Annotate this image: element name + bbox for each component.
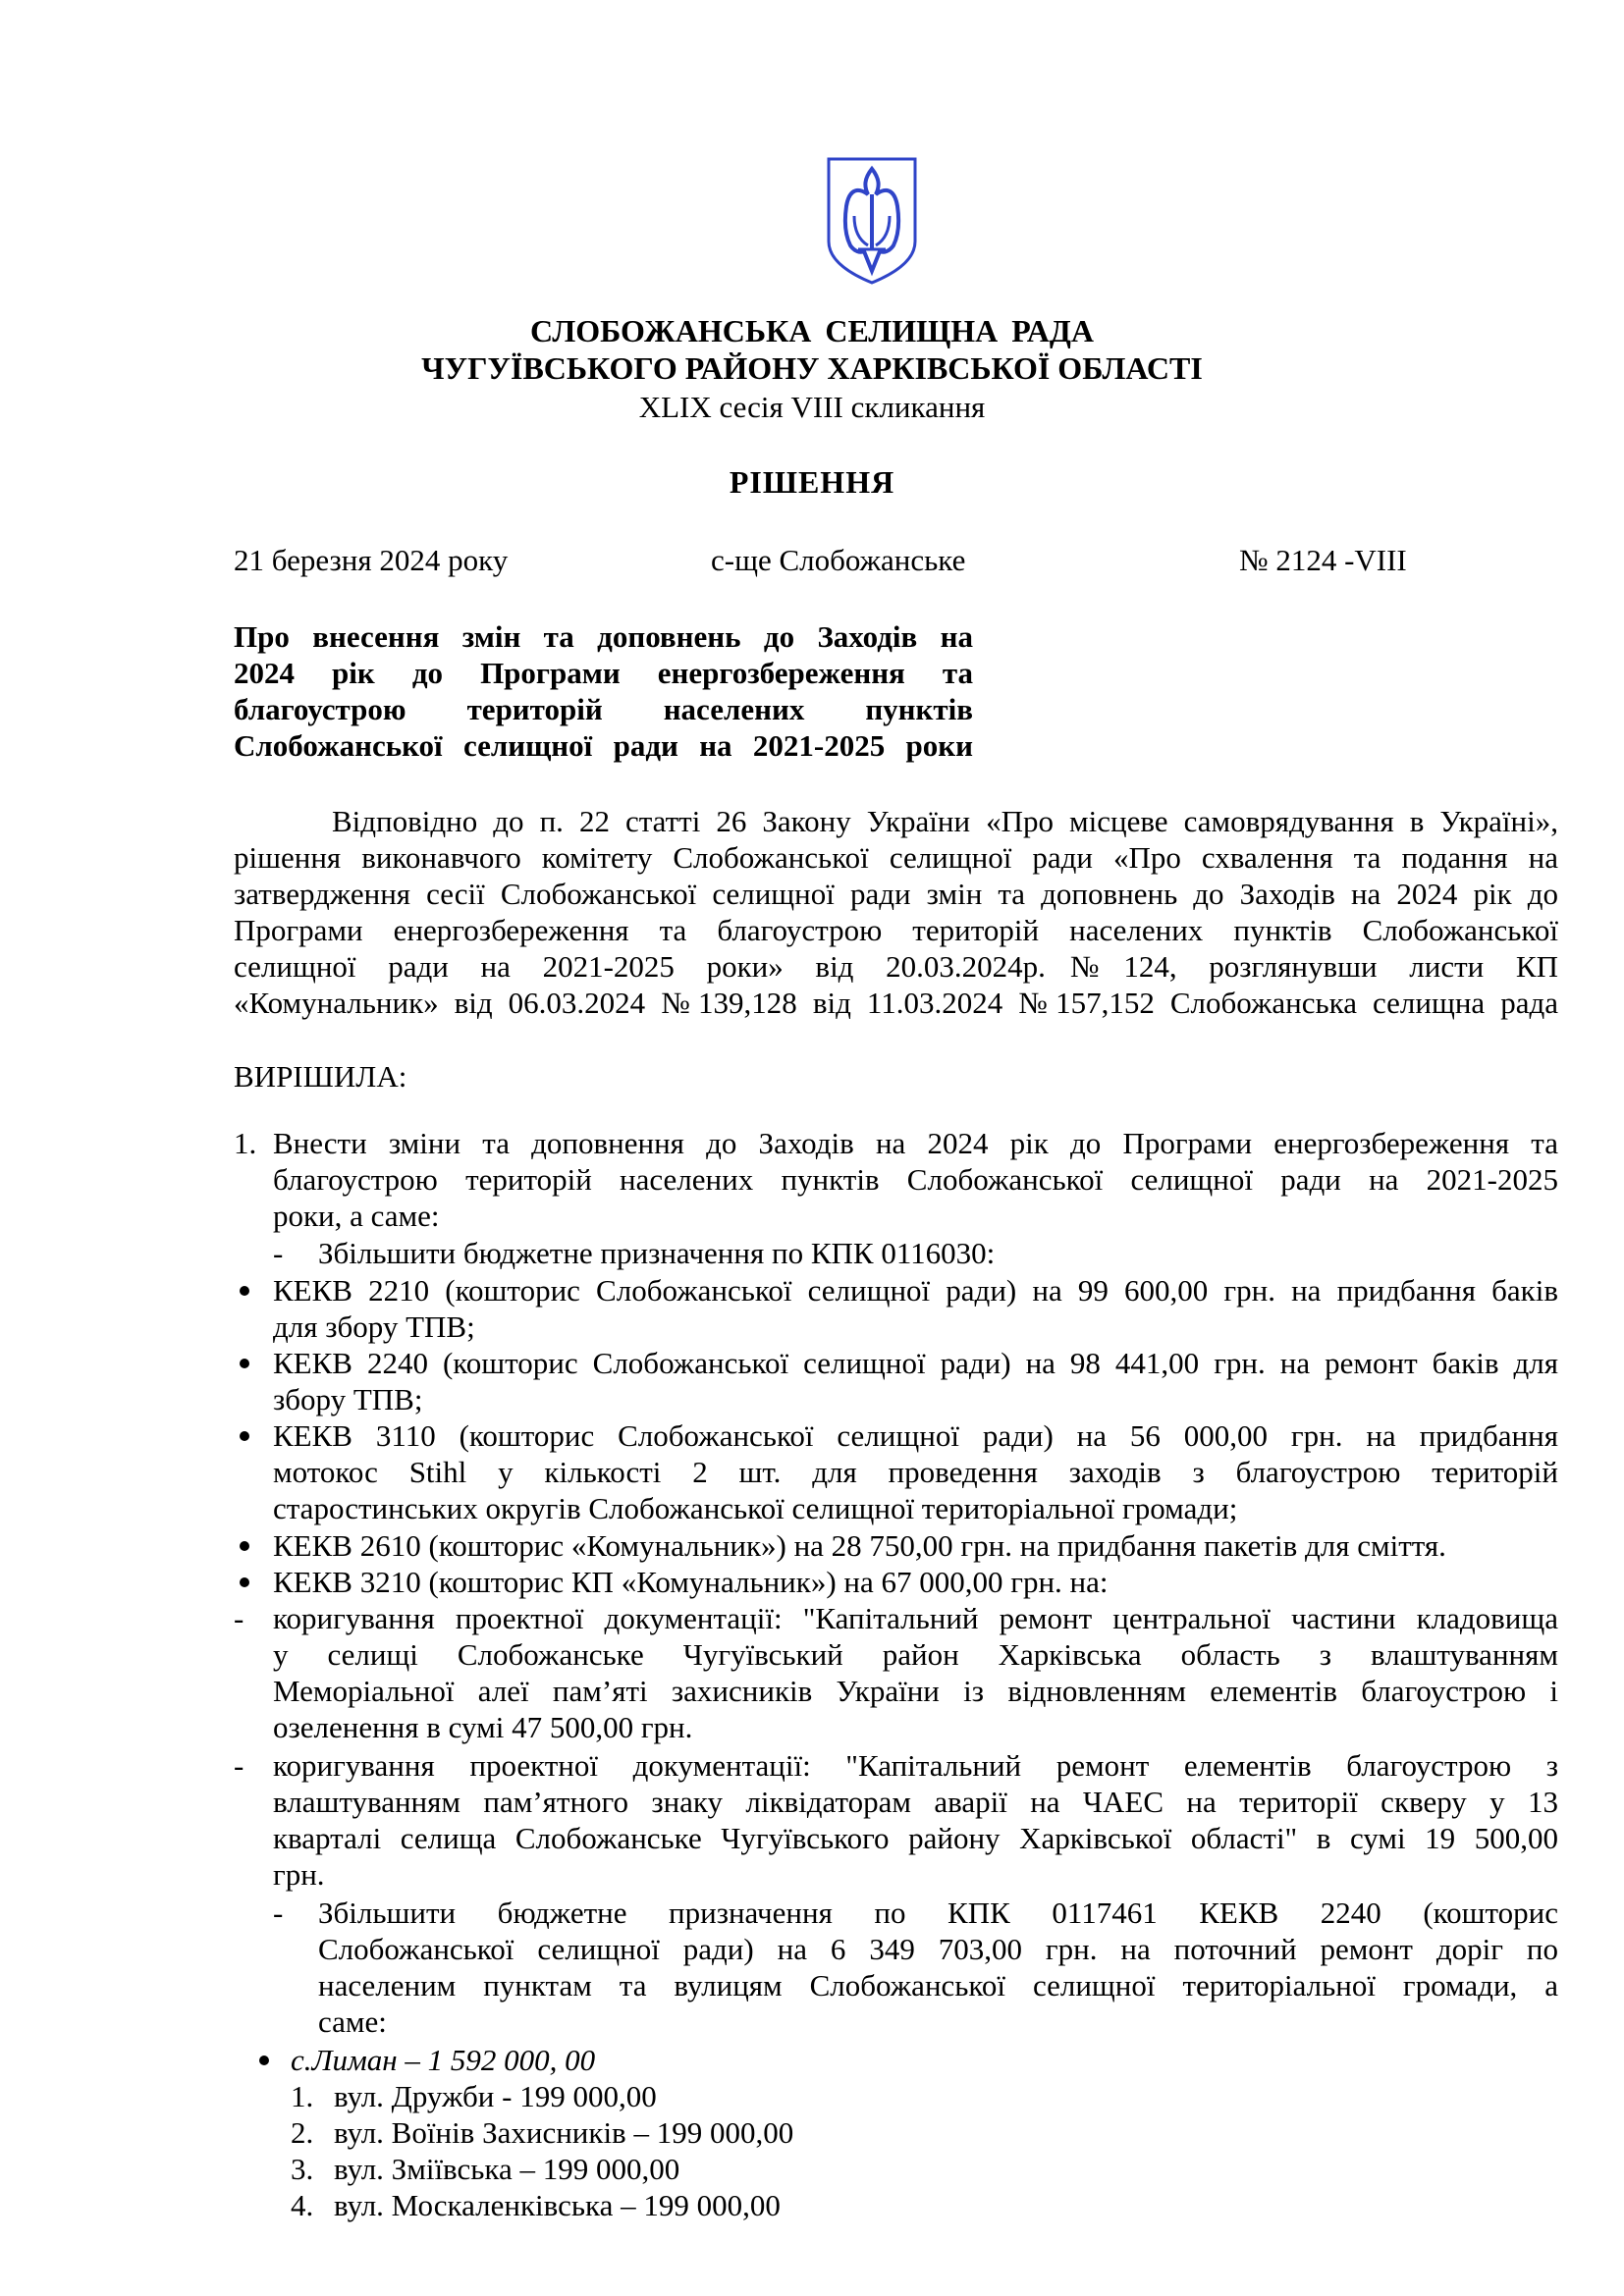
dash-marker: -: [234, 1748, 244, 1783]
preamble-line: Програми енергозбереження та благоустрою територій населених пунктів Слобожанської: [234, 913, 1558, 947]
street-number: 2.: [291, 2115, 314, 2150]
title-line: Слобожанської селищної ради на 2021-2025 роки: [234, 728, 973, 763]
street-number: 4.: [291, 2188, 314, 2222]
bullet-line: КЕКВ 2240 (кошторис Слобожанської селищної ради) на 98 441,00 грн. на ремонт баків для: [273, 1346, 1558, 1380]
preamble-line: «Комунальник» від 06.03.2024 №139,128 від 11.03.2024 №157,152 Слобожанська селищна рада: [234, 986, 1558, 1020]
dash-marker: -: [234, 1601, 244, 1635]
street-number: 1.: [291, 2079, 314, 2113]
bullet-line: збору ТПВ;: [273, 1382, 423, 1416]
dash-line: кварталі селища Слобожанське Чугуївського району Харківської області" в сумі 19 500,00: [273, 1821, 1558, 1855]
dash-text: Збільшити бюджетне призначення по КПК 0116030:: [318, 1236, 996, 1270]
council-name: СЛОБОЖАНСЬКА СЕЛИЩНА РАДА: [530, 313, 1094, 348]
item-line: роки, а саме:: [273, 1199, 440, 1233]
street-number: 3.: [291, 2152, 314, 2186]
street-text: вул. Зміївська – 199 000,00: [334, 2152, 680, 2186]
dash-line: саме:: [318, 2004, 387, 2039]
coat-of-arms-of-ukraine-icon: [825, 155, 919, 287]
decision-date: 21 березня 2024 року: [234, 543, 509, 577]
bullet-marker: [240, 1431, 249, 1441]
dash-marker: -: [273, 1896, 284, 1930]
resolved-heading: ВИРІШИЛА:: [234, 1059, 407, 1094]
decision-number: № 2124 -VIII: [1239, 543, 1407, 577]
bullet-line: мотокос Stihl у кількості 2 шт. для проведення заходів з благоустрою територій: [273, 1455, 1558, 1489]
item-line: Внести зміни та доповнення до Заходів на 2024 рік до Програми енергозбереження та: [273, 1126, 1558, 1160]
dash-line: коригування проектної документації: "Капітальний ремонт центральної частини кладовища: [273, 1601, 1558, 1635]
preamble-line: рішення виконавчого комітету Слобожанської селищної ради «Про схвалення та подання на: [234, 840, 1558, 875]
preamble-paragraph: [234, 803, 1558, 1021]
dash-line: влаштуванням пам’ятного знаку ліквідаторам аварії на ЧАЕС на території скверу у 13: [273, 1785, 1558, 1819]
bullet-marker: [240, 1577, 249, 1587]
dash-line: Слобожанської селищної ради) на 6 349 703,00 грн. на поточний ремонт доріг по: [318, 1932, 1558, 1966]
item-number: 1.: [234, 1126, 257, 1160]
session-info: XLIX сесія VIII скликання: [638, 390, 986, 424]
bullet-marker: [259, 2056, 269, 2065]
dash-line: у селищі Слобожанське Чугуївський район Харківська область з влаштуванням: [273, 1637, 1558, 1672]
decision-place: с-ще Слобожанське: [711, 543, 966, 577]
item-line: благоустрою територій населених пунктів Слобожанської селищної ради на 2021-2025: [273, 1162, 1558, 1197]
preamble-line: Відповідно до п. 22 статті 26 Закону України «Про місцеве самоврядування в Україні»,: [332, 804, 1558, 838]
dash-line: Меморіальної алеї пам’яті захисників України із відновленням елементів благоустрою і: [273, 1674, 1558, 1708]
title-line: 2024 рік до Програми енергозбереження та: [234, 656, 973, 690]
document-type-heading: РІШЕННЯ: [729, 464, 895, 500]
street-text: вул. Воїнів Захисників – 199 000,00: [334, 2115, 794, 2150]
bullet-marker: [240, 1541, 249, 1551]
bullet-line: КЕКВ 2210 (кошторис Слобожанської селищної ради) на 99 600,00 грн. на придбання баків: [273, 1273, 1558, 1308]
street-text: вул. Дружби - 199 000,00: [334, 2079, 657, 2113]
dash-line: озеленення в сумі 47 500,00 грн.: [273, 1710, 693, 1744]
bullet-line: КЕКВ 3110 (кошторис Слобожанської селищної ради) на 56 000,00 грн. на придбання: [273, 1418, 1558, 1453]
bullet-line: КЕКВ 2610 (кошторис «Комунальник») на 28 750,00 грн. на придбання пакетів для сміття.: [273, 1528, 1446, 1563]
bullet-line: КЕКВ 3210 (кошторис КП «Комунальник») на 67 000,00 грн. на:: [273, 1565, 1109, 1599]
bullet-marker: [240, 1286, 249, 1296]
preamble-line: селищної ради на 2021-2025 роки» від 20.03.2024р.№124, розглянувши листи КП: [234, 949, 1558, 984]
street-text: вул. Москаленківська – 199 000,00: [334, 2188, 781, 2222]
bullet-line: для збору ТПВ;: [273, 1309, 475, 1344]
bullet-line: старостинських округів Слобожанської селищної територіальної громади;: [273, 1491, 1238, 1525]
dash-marker: -: [273, 1236, 284, 1270]
dash-line: коригування проектної документації: "Капітальний ремонт елементів благоустрою з: [273, 1748, 1558, 1783]
preamble-line: затвердження сесії Слобожанської селищної ради змін та доповнень до Заходів на 2024 рік до: [234, 877, 1558, 911]
title-line: благоустрою територій населених пунктів: [234, 692, 973, 726]
title-line: Про внесення змін та доповнень до Заходів на: [234, 619, 973, 654]
bullet-marker: [240, 1359, 249, 1368]
village-label: с.Лиман – 1 592 000, 00: [291, 2043, 596, 2077]
dash-line: грн.: [273, 1857, 325, 1892]
district-name: ЧУГУЇВСЬКОГО РАЙОНУ ХАРКІВСЬКОЇ ОБЛАСТІ: [421, 350, 1203, 386]
decision-title: [234, 618, 973, 764]
dash-line: населеним пунктам та вулицям Слобожанської селищної територіальної громади, а: [318, 1968, 1558, 2002]
dash-line: Збільшити бюджетне призначення по КПК 0117461 КЕКВ 2240 (кошторис: [318, 1896, 1558, 1930]
